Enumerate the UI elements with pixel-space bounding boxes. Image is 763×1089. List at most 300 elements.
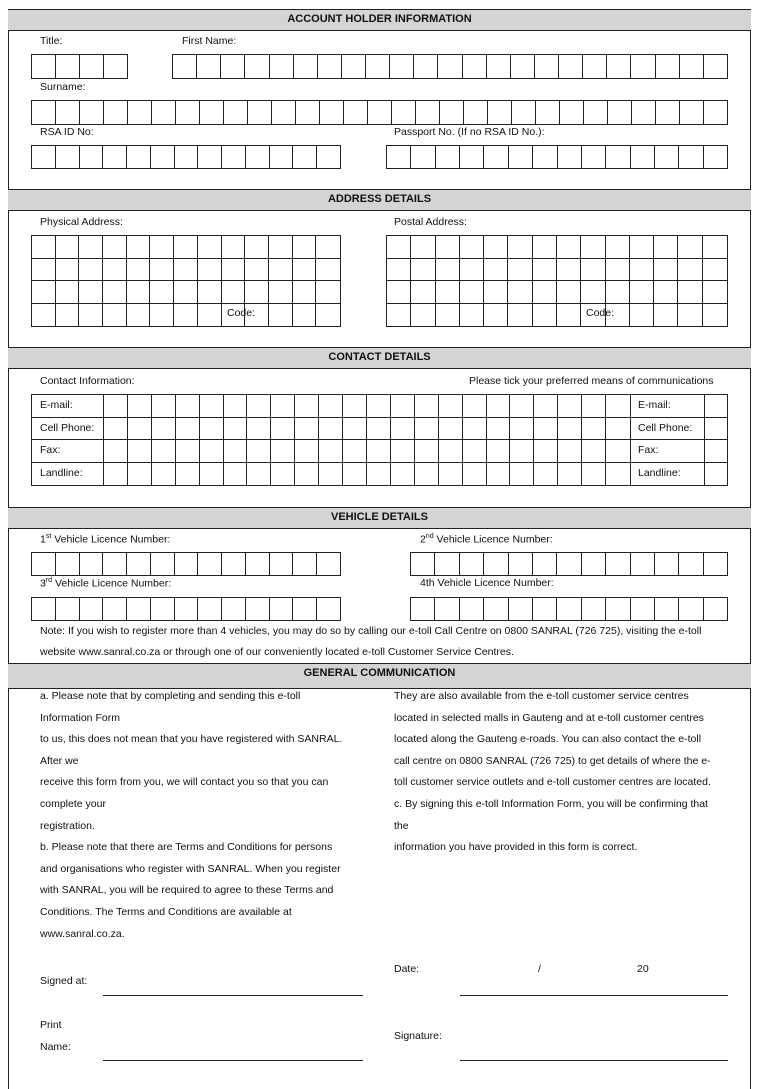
char-box[interactable] — [246, 553, 270, 575]
char-box[interactable] — [80, 101, 104, 124]
char-box[interactable] — [151, 598, 175, 620]
grid-cell[interactable] — [247, 463, 271, 486]
char-box[interactable] — [679, 553, 703, 575]
grid-cell[interactable] — [463, 440, 487, 463]
grid-cell[interactable] — [247, 395, 271, 418]
grid-cell[interactable] — [630, 281, 654, 304]
grid-cell[interactable] — [269, 259, 293, 282]
char-box[interactable] — [222, 146, 246, 168]
grid-cell[interactable] — [127, 304, 151, 327]
grid-cell[interactable] — [533, 259, 557, 282]
char-box[interactable] — [632, 101, 656, 124]
grid-cell[interactable] — [316, 281, 340, 304]
char-box[interactable] — [317, 598, 340, 620]
char-box[interactable] — [390, 55, 414, 78]
grid-cell[interactable] — [558, 463, 582, 486]
char-box[interactable] — [32, 553, 56, 575]
tick-email-checkbox[interactable] — [705, 395, 727, 418]
grid-cell[interactable] — [247, 440, 271, 463]
grid-cell[interactable] — [703, 236, 727, 259]
char-box[interactable] — [80, 598, 104, 620]
grid-cell[interactable] — [343, 463, 367, 486]
char-box[interactable] — [222, 598, 246, 620]
grid-cell[interactable] — [557, 304, 581, 327]
char-box[interactable] — [294, 55, 318, 78]
grid-cell[interactable] — [411, 259, 435, 282]
grid-cell[interactable] — [415, 395, 439, 418]
char-box[interactable] — [533, 146, 557, 168]
grid-cell[interactable] — [152, 463, 176, 486]
title-field[interactable] — [31, 54, 128, 79]
grid-cell[interactable] — [79, 304, 103, 327]
char-box[interactable] — [584, 101, 608, 124]
char-box[interactable] — [246, 146, 270, 168]
grid-cell[interactable] — [367, 418, 391, 441]
grid-cell[interactable] — [343, 418, 367, 441]
grid-cell[interactable] — [606, 281, 630, 304]
grid-cell[interactable] — [271, 440, 295, 463]
grid-cell[interactable] — [460, 281, 484, 304]
char-box[interactable] — [509, 553, 533, 575]
grid-cell[interactable] — [391, 463, 415, 486]
grid-cell[interactable] — [152, 395, 176, 418]
grid-cell[interactable] — [295, 440, 319, 463]
char-box[interactable] — [411, 146, 435, 168]
grid-cell[interactable] — [391, 395, 415, 418]
char-box[interactable] — [151, 553, 175, 575]
char-box[interactable] — [246, 598, 270, 620]
char-box[interactable] — [560, 101, 584, 124]
grid-cell[interactable] — [103, 304, 127, 327]
grid-cell[interactable] — [367, 440, 391, 463]
char-box[interactable] — [56, 101, 80, 124]
char-box[interactable] — [56, 55, 80, 78]
grid-cell[interactable] — [581, 281, 605, 304]
signature-line[interactable] — [460, 1060, 728, 1061]
char-box[interactable] — [655, 553, 679, 575]
grid-cell[interactable] — [487, 463, 511, 486]
char-box[interactable] — [198, 146, 222, 168]
grid-cell[interactable] — [198, 281, 222, 304]
grid-cell[interactable] — [439, 395, 463, 418]
char-box[interactable] — [509, 598, 533, 620]
surname-field[interactable] — [31, 100, 728, 125]
grid-cell[interactable] — [176, 440, 200, 463]
grid-cell[interactable] — [439, 463, 463, 486]
grid-cell[interactable] — [533, 236, 557, 259]
char-box[interactable] — [631, 55, 655, 78]
char-box[interactable] — [56, 146, 80, 168]
char-box[interactable] — [222, 553, 246, 575]
grid-cell[interactable] — [487, 395, 511, 418]
char-box[interactable] — [80, 146, 104, 168]
grid-cell[interactable] — [198, 304, 222, 327]
grid-cell[interactable] — [319, 418, 343, 441]
grid-cell[interactable] — [176, 395, 200, 418]
char-box[interactable] — [704, 553, 727, 575]
grid-cell[interactable] — [678, 259, 702, 282]
char-box[interactable] — [80, 55, 104, 78]
grid-cell[interactable] — [460, 304, 484, 327]
char-box[interactable] — [460, 553, 484, 575]
grid-cell[interactable] — [510, 440, 534, 463]
grid-cell[interactable] — [316, 236, 340, 259]
grid-cell[interactable] — [104, 463, 128, 486]
char-box[interactable] — [704, 146, 727, 168]
grid-cell[interactable] — [487, 440, 511, 463]
grid-cell[interactable] — [411, 236, 435, 259]
grid-cell[interactable] — [484, 259, 508, 282]
char-box[interactable] — [387, 146, 411, 168]
grid-cell[interactable] — [152, 418, 176, 441]
grid-cell[interactable] — [654, 281, 678, 304]
grid-cell[interactable] — [533, 304, 557, 327]
char-box[interactable] — [104, 101, 128, 124]
grid-cell[interactable] — [293, 259, 317, 282]
char-box[interactable] — [656, 55, 680, 78]
char-box[interactable] — [176, 101, 200, 124]
char-box[interactable] — [512, 101, 536, 124]
grid-cell[interactable] — [224, 395, 248, 418]
grid-cell[interactable] — [703, 259, 727, 282]
char-box[interactable] — [128, 101, 152, 124]
grid-cell[interactable] — [557, 236, 581, 259]
char-box[interactable] — [293, 146, 317, 168]
char-box[interactable] — [198, 553, 222, 575]
char-box[interactable] — [460, 598, 484, 620]
grid-cell[interactable] — [32, 259, 56, 282]
grid-cell[interactable] — [103, 281, 127, 304]
grid-cell[interactable] — [484, 281, 508, 304]
postal-address-grid[interactable] — [386, 235, 728, 327]
char-box[interactable] — [582, 598, 606, 620]
char-box[interactable] — [557, 553, 581, 575]
char-box[interactable] — [296, 101, 320, 124]
grid-cell[interactable] — [176, 463, 200, 486]
grid-cell[interactable] — [582, 440, 606, 463]
grid-cell[interactable] — [174, 281, 198, 304]
char-box[interactable] — [680, 55, 704, 78]
char-box[interactable] — [436, 146, 460, 168]
char-box[interactable] — [460, 146, 484, 168]
grid-cell[interactable] — [150, 304, 174, 327]
char-box[interactable] — [631, 553, 655, 575]
char-box[interactable] — [680, 101, 704, 124]
grid-cell[interactable] — [510, 395, 534, 418]
grid-cell[interactable] — [367, 395, 391, 418]
char-box[interactable] — [655, 598, 679, 620]
grid-cell[interactable] — [247, 418, 271, 441]
grid-cell[interactable] — [127, 259, 151, 282]
grid-cell[interactable] — [411, 304, 435, 327]
grid-cell[interactable] — [200, 418, 224, 441]
char-box[interactable] — [317, 553, 340, 575]
grid-cell[interactable] — [152, 440, 176, 463]
char-box[interactable] — [103, 553, 127, 575]
grid-cell[interactable] — [534, 418, 558, 441]
vehicle-3-field[interactable] — [31, 597, 341, 621]
grid-cell[interactable] — [198, 236, 222, 259]
grid-cell[interactable] — [293, 281, 317, 304]
char-box[interactable] — [32, 146, 56, 168]
grid-cell[interactable] — [224, 440, 248, 463]
char-box[interactable] — [103, 598, 127, 620]
char-box[interactable] — [104, 55, 127, 78]
char-box[interactable] — [411, 598, 435, 620]
grid-cell[interactable] — [606, 440, 630, 463]
grid-cell[interactable] — [387, 281, 411, 304]
grid-cell[interactable] — [582, 418, 606, 441]
grid-cell[interactable] — [484, 236, 508, 259]
grid-cell[interactable] — [487, 418, 511, 441]
char-box[interactable] — [656, 101, 680, 124]
grid-cell[interactable] — [316, 259, 340, 282]
tick-cell-checkbox[interactable] — [705, 418, 727, 441]
char-box[interactable] — [224, 101, 248, 124]
char-box[interactable] — [607, 55, 631, 78]
contact-tick-col[interactable] — [704, 394, 728, 486]
char-box[interactable] — [487, 55, 511, 78]
grid-cell[interactable] — [198, 259, 222, 282]
char-box[interactable] — [631, 598, 655, 620]
grid-cell[interactable] — [510, 418, 534, 441]
char-box[interactable] — [127, 598, 151, 620]
grid-cell[interactable] — [606, 259, 630, 282]
grid-cell[interactable] — [343, 395, 367, 418]
char-box[interactable] — [320, 101, 344, 124]
rsa-id-field[interactable] — [31, 145, 341, 169]
grid-cell[interactable] — [557, 259, 581, 282]
char-box[interactable] — [679, 598, 703, 620]
grid-cell[interactable] — [387, 259, 411, 282]
char-box[interactable] — [127, 553, 151, 575]
grid-cell[interactable] — [558, 395, 582, 418]
grid-cell[interactable] — [678, 281, 702, 304]
grid-cell[interactable] — [391, 440, 415, 463]
char-box[interactable] — [704, 55, 727, 78]
grid-cell[interactable] — [200, 463, 224, 486]
char-box[interactable] — [32, 55, 56, 78]
char-box[interactable] — [198, 598, 222, 620]
grid-cell[interactable] — [558, 418, 582, 441]
print-name-line[interactable] — [103, 1060, 363, 1061]
char-box[interactable] — [80, 553, 104, 575]
grid-cell[interactable] — [56, 259, 80, 282]
char-box[interactable] — [464, 101, 488, 124]
char-box[interactable] — [342, 55, 366, 78]
passport-field[interactable] — [386, 145, 728, 169]
physical-address-grid[interactable] — [31, 235, 341, 327]
grid-cell[interactable] — [127, 281, 151, 304]
grid-cell[interactable] — [319, 463, 343, 486]
grid-cell[interactable] — [103, 259, 127, 282]
date-line[interactable] — [460, 995, 728, 996]
grid-cell[interactable] — [367, 463, 391, 486]
char-box[interactable] — [200, 101, 224, 124]
grid-cell[interactable] — [32, 281, 56, 304]
grid-cell[interactable] — [222, 259, 246, 282]
char-box[interactable] — [488, 101, 512, 124]
grid-cell[interactable] — [703, 281, 727, 304]
char-box[interactable] — [152, 101, 176, 124]
grid-cell[interactable] — [271, 418, 295, 441]
char-box[interactable] — [368, 101, 392, 124]
char-box[interactable] — [557, 598, 581, 620]
char-box[interactable] — [511, 55, 535, 78]
tick-landline-checkbox[interactable] — [705, 463, 727, 485]
grid-cell[interactable] — [56, 281, 80, 304]
char-box[interactable] — [270, 55, 294, 78]
char-box[interactable] — [631, 146, 655, 168]
vehicle-4-field[interactable] — [410, 597, 728, 621]
grid-cell[interactable] — [436, 236, 460, 259]
grid-cell[interactable] — [534, 395, 558, 418]
grid-cell[interactable] — [128, 463, 152, 486]
grid-cell[interactable] — [463, 395, 487, 418]
char-box[interactable] — [32, 101, 56, 124]
grid-cell[interactable] — [295, 395, 319, 418]
char-box[interactable] — [175, 553, 199, 575]
grid-cell[interactable] — [271, 463, 295, 486]
grid-cell[interactable] — [174, 236, 198, 259]
char-box[interactable] — [435, 598, 459, 620]
char-box[interactable] — [175, 146, 199, 168]
grid-cell[interactable] — [319, 395, 343, 418]
grid-cell[interactable] — [439, 418, 463, 441]
grid-cell[interactable] — [606, 463, 630, 486]
grid-cell[interactable] — [295, 418, 319, 441]
grid-cell[interactable] — [387, 236, 411, 259]
grid-cell[interactable] — [510, 463, 534, 486]
grid-cell[interactable] — [581, 259, 605, 282]
grid-cell[interactable] — [678, 304, 702, 327]
grid-cell[interactable] — [150, 259, 174, 282]
char-box[interactable] — [679, 146, 703, 168]
char-box[interactable] — [484, 598, 508, 620]
grid-cell[interactable] — [557, 281, 581, 304]
grid-cell[interactable] — [463, 463, 487, 486]
char-box[interactable] — [484, 146, 508, 168]
grid-cell[interactable] — [606, 418, 630, 441]
char-box[interactable] — [606, 146, 630, 168]
char-box[interactable] — [317, 146, 340, 168]
grid-cell[interactable] — [508, 236, 532, 259]
char-box[interactable] — [416, 101, 440, 124]
grid-cell[interactable] — [174, 304, 198, 327]
char-box[interactable] — [463, 55, 487, 78]
grid-cell[interactable] — [79, 236, 103, 259]
grid-cell[interactable] — [436, 281, 460, 304]
char-box[interactable] — [392, 101, 416, 124]
grid-cell[interactable] — [703, 304, 727, 327]
grid-cell[interactable] — [534, 440, 558, 463]
char-box[interactable] — [127, 146, 151, 168]
char-box[interactable] — [103, 146, 127, 168]
grid-cell[interactable] — [224, 418, 248, 441]
char-box[interactable] — [270, 553, 294, 575]
char-box[interactable] — [606, 553, 630, 575]
grid-cell[interactable] — [581, 236, 605, 259]
grid-cell[interactable] — [269, 236, 293, 259]
char-box[interactable] — [245, 55, 269, 78]
grid-cell[interactable] — [222, 281, 246, 304]
grid-cell[interactable] — [271, 395, 295, 418]
char-box[interactable] — [414, 55, 438, 78]
grid-cell[interactable] — [436, 259, 460, 282]
grid-cell[interactable] — [319, 440, 343, 463]
grid-cell[interactable] — [79, 259, 103, 282]
grid-cell[interactable] — [654, 236, 678, 259]
grid-cell[interactable] — [582, 395, 606, 418]
grid-cell[interactable] — [150, 281, 174, 304]
grid-cell[interactable] — [439, 440, 463, 463]
grid-cell[interactable] — [104, 395, 128, 418]
grid-cell[interactable] — [484, 304, 508, 327]
char-box[interactable] — [440, 101, 464, 124]
char-box[interactable] — [175, 598, 199, 620]
grid-cell[interactable] — [56, 304, 80, 327]
char-box[interactable] — [536, 101, 560, 124]
grid-cell[interactable] — [606, 236, 630, 259]
grid-cell[interactable] — [128, 418, 152, 441]
grid-cell[interactable] — [654, 304, 678, 327]
char-box[interactable] — [535, 55, 559, 78]
grid-cell[interactable] — [415, 440, 439, 463]
char-box[interactable] — [270, 598, 294, 620]
char-box[interactable] — [248, 101, 272, 124]
char-box[interactable] — [173, 55, 197, 78]
grid-cell[interactable] — [269, 281, 293, 304]
char-box[interactable] — [272, 101, 296, 124]
grid-cell[interactable] — [293, 236, 317, 259]
first-name-field[interactable] — [172, 54, 728, 79]
char-box[interactable] — [533, 553, 557, 575]
char-box[interactable] — [438, 55, 462, 78]
char-box[interactable] — [318, 55, 342, 78]
grid-cell[interactable] — [460, 236, 484, 259]
grid-cell[interactable] — [387, 304, 411, 327]
grid-cell[interactable] — [415, 463, 439, 486]
grid-cell[interactable] — [128, 395, 152, 418]
char-box[interactable] — [608, 101, 632, 124]
grid-cell[interactable] — [32, 304, 56, 327]
char-box[interactable] — [606, 598, 630, 620]
grid-cell[interactable] — [269, 304, 293, 327]
grid-cell[interactable] — [79, 281, 103, 304]
grid-cell[interactable] — [150, 236, 174, 259]
grid-cell[interactable] — [104, 440, 128, 463]
char-box[interactable] — [56, 553, 80, 575]
char-box[interactable] — [151, 146, 175, 168]
grid-cell[interactable] — [630, 259, 654, 282]
char-box[interactable] — [558, 146, 582, 168]
grid-cell[interactable] — [222, 236, 246, 259]
char-box[interactable] — [344, 101, 368, 124]
char-box[interactable] — [221, 55, 245, 78]
grid-cell[interactable] — [508, 281, 532, 304]
grid-cell[interactable] — [654, 259, 678, 282]
vehicle-1-field[interactable] — [31, 552, 341, 576]
grid-cell[interactable] — [293, 304, 317, 327]
char-box[interactable] — [559, 55, 583, 78]
grid-cell[interactable] — [245, 281, 269, 304]
char-box[interactable] — [270, 146, 294, 168]
grid-cell[interactable] — [630, 236, 654, 259]
contact-entry-grid[interactable] — [103, 394, 631, 486]
grid-cell[interactable] — [606, 395, 630, 418]
grid-cell[interactable] — [415, 418, 439, 441]
char-box[interactable] — [533, 598, 557, 620]
